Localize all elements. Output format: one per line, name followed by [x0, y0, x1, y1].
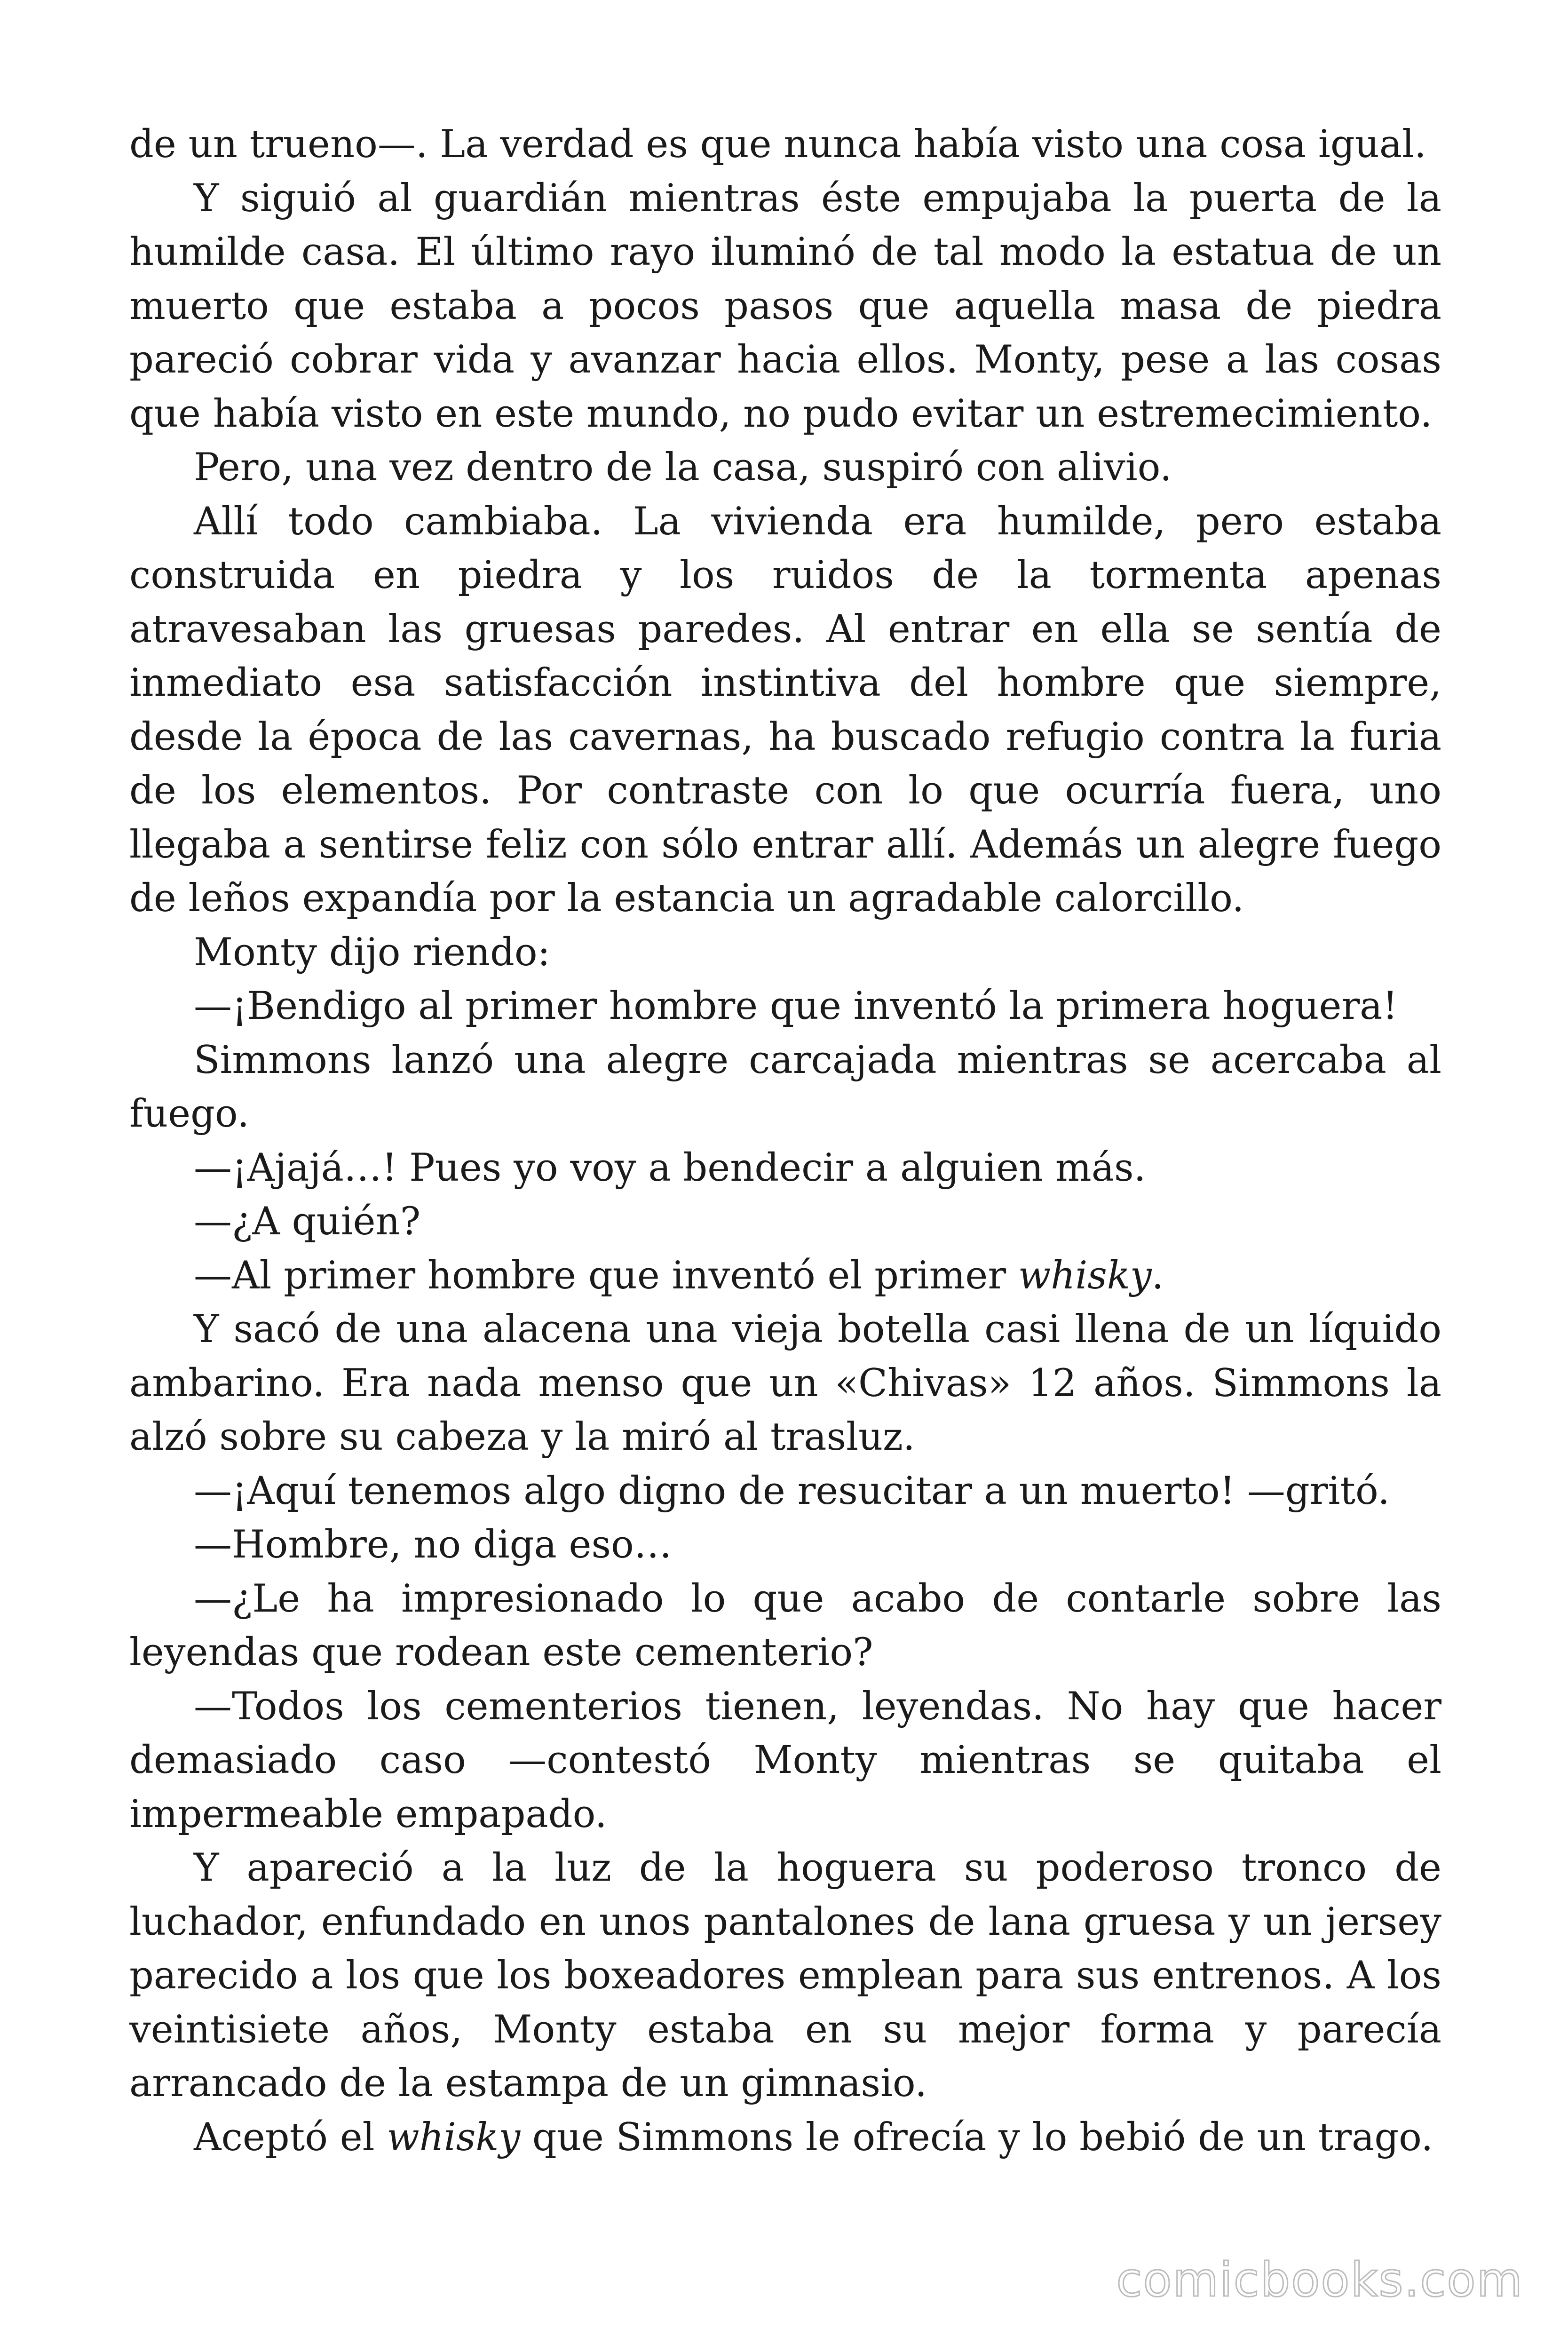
text-run: —¡Ajajá…! Pues yo voy a bendecir a alguien más.	[194, 1145, 1146, 1190]
watermark: comicbooks.com	[1116, 2252, 1523, 2307]
paragraph	[129, 1303, 1441, 1464]
text-run: Allí todo cambiaba. La vivienda era humilde, pero estaba construida en piedra y los ruidos de la tormenta apenas atravesaban las gruesas paredes. Al entrar en ella se sentía de inmediato esa satisfacción instintiva del hombre que siempre, desde la época de las cavernas, ha buscado refugio contra la furia de los elementos. Por contraste con lo que ocurría fuera, uno llegaba a sentirse feliz con sólo entrar allí. Además un alegre fuego de leños expandía por la estancia un agradable calorcillo.	[129, 499, 1441, 921]
text-run: —Todos los cementerios tienen, leyendas. No hay que hacer demasiado caso —contestó Monty mientras se quitaba el impermeable empapado.	[129, 1684, 1441, 1836]
text-run: que Simmons le ofrecía y lo bebió de un trago.	[520, 2115, 1433, 2160]
text-run: Y apareció a la luz de la hoguera su poderoso tronco de luchador, enfundado en unos pantalones de lana gruesa y un jersey parecido a los que los boxeadores emplean para sus entrenos. A los veintisiete años, Monty estaba en su mejor forma y parecía arrancado de la estampa de un gimnasio.	[129, 1846, 1441, 2106]
paragraph	[129, 979, 1441, 1033]
paragraph	[129, 495, 1441, 926]
text-run: —¿A quién?	[194, 1200, 421, 1244]
paragraph	[129, 1572, 1441, 1680]
text-run: —¡Aquí tenemos algo digno de resucitar a un muerto! —gritó.	[194, 1469, 1390, 1513]
paragraph	[129, 1195, 1441, 1249]
paragraph	[129, 1518, 1441, 1572]
paragraph	[129, 1249, 1441, 1303]
paragraph	[129, 2111, 1441, 2165]
text-run: Y sacó de una alacena una vieja botella casi llena de un líquido ambarino. Era nada menso que un «Chivas» 12 años. Simmons la alzó sobre su cabeza y la miró al trasluz.	[129, 1307, 1441, 1459]
paragraph	[129, 1680, 1441, 1842]
text-run: —Hombre, no diga eso…	[194, 1523, 672, 1567]
paragraph	[129, 1841, 1441, 2111]
text-run: —Al primer hombre que inventó el primer	[194, 1253, 1018, 1298]
text-run: Y siguió al guardián mientras éste empujaba la puerta de la humilde casa. El último rayo iluminó de tal modo la estatua de un muerto que estaba a pocos pasos que aquella masa de piedra pareció cobrar vida y avanzar hacia ellos. Monty, pese a las cosas que había visto en este mundo, no pudo evitar un estremecimiento.	[129, 176, 1441, 436]
paragraph	[129, 926, 1441, 980]
paragraph	[129, 441, 1441, 495]
text-run: —¡Bendigo al primer hombre que inventó la primera hoguera!	[194, 984, 1398, 1028]
page-body	[129, 118, 1441, 2164]
text-run: Pero, una vez dentro de la casa, suspiró con alivio.	[194, 445, 1172, 490]
paragraph	[129, 1141, 1441, 1195]
italic-text: whisky	[387, 2115, 521, 2160]
italic-text: whisky	[1018, 1253, 1152, 1298]
paragraph	[129, 1033, 1441, 1141]
text-run: de un trueno—. La verdad es que nunca había visto una cosa igual.	[129, 122, 1426, 167]
text-run: Simmons lanzó una alegre carcajada mientras se acercaba al fuego.	[129, 1038, 1441, 1136]
paragraph	[129, 172, 1441, 441]
text-run: —¿Le ha impresionado lo que acabo de contarle sobre las leyendas que rodean este cementerio?	[129, 1576, 1441, 1675]
paragraph	[129, 118, 1441, 172]
paragraph	[129, 1464, 1441, 1518]
text-run: Aceptó el	[194, 2115, 387, 2160]
text-run: .	[1151, 1253, 1164, 1298]
text-run: Monty dijo riendo:	[194, 930, 550, 975]
